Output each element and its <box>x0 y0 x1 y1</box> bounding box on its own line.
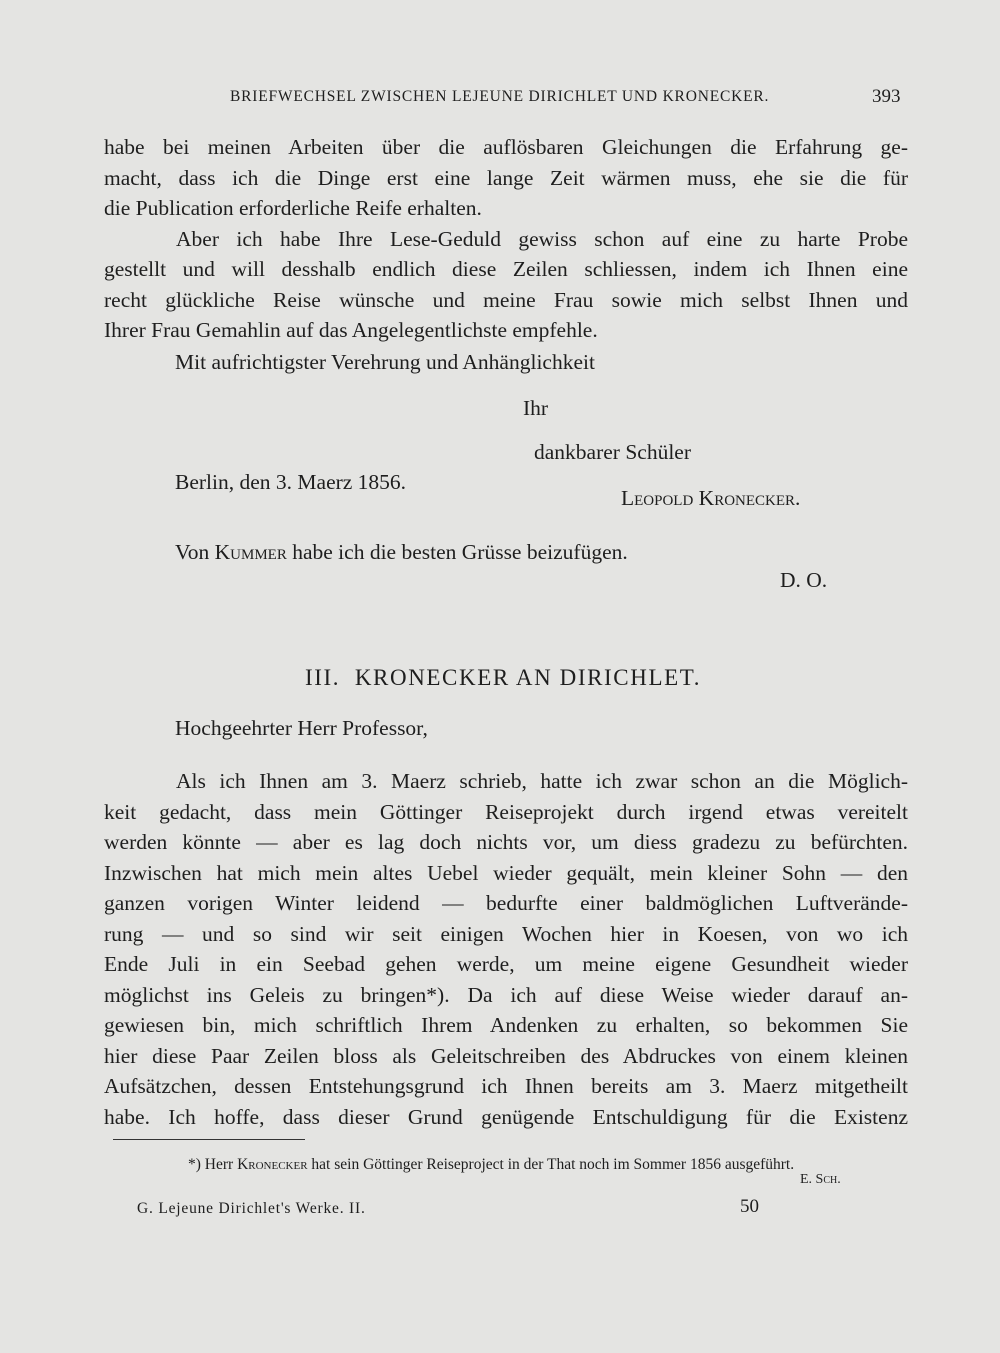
section-heading: III. KRONECKER AN DIRICHLET. <box>305 665 702 690</box>
text-line: gestellt und will desshalb endlich diese Zeilen schliessen, indem ich Ihnen eine <box>104 257 908 281</box>
text-line: rung — und so sind wir seit einigen Wochen hier in Koesen, von wo ich <box>104 921 908 946</box>
footnote-editor: E. Sch. <box>800 1172 841 1187</box>
running-head: BRIEFWECHSEL ZWISCHEN LEJEUNE DIRICHLET UND KRONECKER. <box>230 88 770 105</box>
text-line: habe bei meinen Arbeiten über die auflösbaren Gleichungen die Erfahrung ge- <box>104 135 908 159</box>
greeting-name: Kummer <box>214 540 287 564</box>
greeting-suffix: habe ich die besten Grüsse beizufügen. <box>292 540 628 564</box>
text-line: die Publication erforderliche Reife erhalten. <box>104 196 482 220</box>
footnote-name: Kronecker <box>237 1156 308 1173</box>
footnote <box>188 1156 794 1174</box>
text-line: hier diese Paar Zeilen bloss als Geleitschreiben des Abdruckes von einem kleinen <box>104 1043 908 1068</box>
closing-ihr: Ihr <box>523 396 549 420</box>
text-line: habe. Ich hoffe, dass dieser Grund genügende Entschuldigung für die Existenz <box>104 1104 908 1129</box>
text-line: recht glückliche Reise wünsche und meine Frau sowie mich selbst Ihnen und <box>104 287 908 312</box>
text-line: gewiesen bin, mich schriftlich Ihrem Andenken zu erhalten, so bekommen Sie <box>104 1013 908 1037</box>
text-line: möglichst ins Geleis zu bringen*). Da ich auf diese Weise wieder darauf an- <box>104 982 908 1007</box>
greeting-prefix: Von <box>175 540 210 564</box>
text-line: macht, dass ich die Dinge erst eine lange Zeit wärmen muss, ehe sie die für <box>104 165 908 190</box>
footer-title: G. Lejeune Dirichlet's Werke. II. <box>137 1200 366 1217</box>
letter-body-text <box>104 766 908 1132</box>
text-line: Ihrer Frau Gemahlin auf das Angelegentlichste empfehle. <box>104 318 598 342</box>
text-line: Ende Juli in ein Seebad gehen werde, um meine eigene Gesundheit wieder <box>104 952 908 976</box>
text-line: Inzwischen hat mich mein altes Uebel wieder gequält, mein kleiner Sohn — den <box>104 860 908 885</box>
text-line: Aufsätzchen, dessen Entstehungsgrund ich Ihnen bereits am 3. Maerz mitgetheilt <box>104 1074 908 1098</box>
text-line: werden könnte — aber es lag doch nichts vor, um diess gradezu zu befürchten. <box>104 830 908 854</box>
text-line: keit gedacht, dass mein Göttinger Reiseprojekt durch irgend etwas vereitelt <box>104 799 908 824</box>
letter-end-text <box>104 132 908 346</box>
signature-mark: 50 <box>740 1196 759 1217</box>
closing-schueler: dankbarer Schüler <box>534 440 691 464</box>
initials: D. O. <box>780 568 828 592</box>
footnote-prefix: *) Herr <box>188 1156 234 1173</box>
page-number: 393 <box>872 86 901 107</box>
text-line: Aber ich habe Ihre Lese-Geduld gewiss schon auf eine zu harte Probe <box>176 226 908 251</box>
dateline: Berlin, den 3. Maerz 1856. <box>175 470 407 494</box>
postscript-greeting <box>175 540 628 565</box>
text-line: Als ich Ihnen am 3. Maerz schrieb, hatte ich zwar schon an die Möglich- <box>176 769 908 793</box>
salutation: Hochgeehrter Herr Professor, <box>175 716 428 740</box>
text-line: ganzen vorigen Winter leidend — bedurfte einer baldmöglichen Luftverände- <box>104 891 908 915</box>
footnote-text: hat sein Göttinger Reiseproject in der That noch im Sommer 1856 ausgeführt. <box>311 1156 795 1173</box>
footnote-divider <box>113 1139 305 1140</box>
closing-line: Mit aufrichtigster Verehrung und Anhänglichkeit <box>175 350 595 374</box>
signature: Leopold Kronecker. <box>621 486 801 510</box>
